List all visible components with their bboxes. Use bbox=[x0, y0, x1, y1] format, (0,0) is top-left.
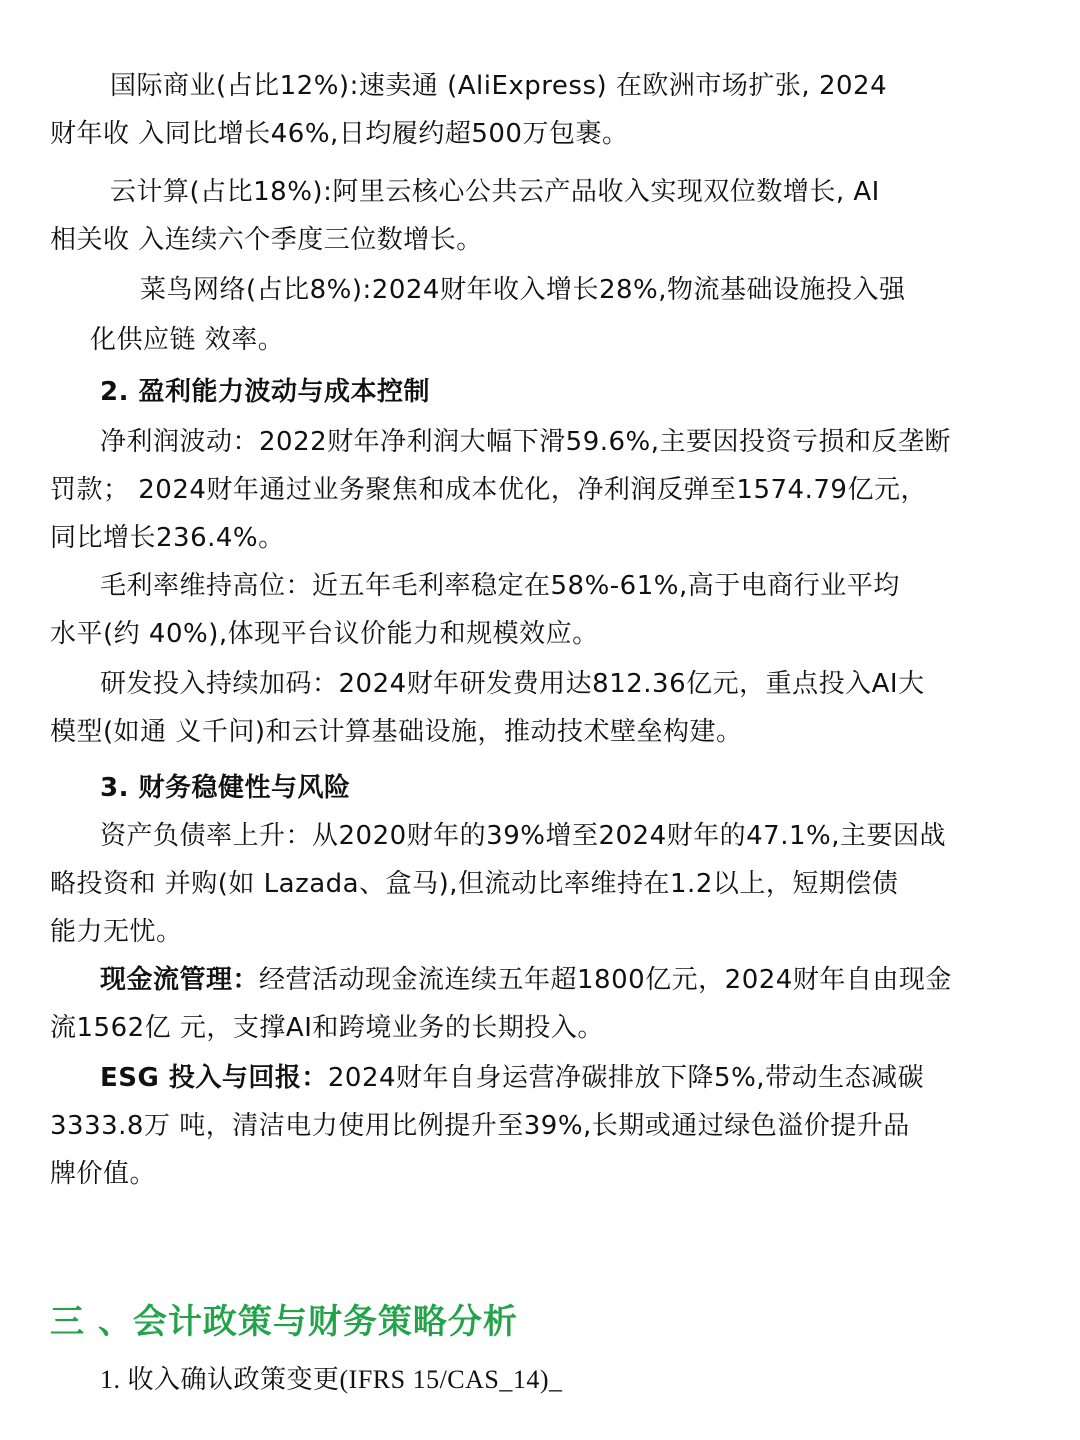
section-3-title: 三 、会计政策与财务策略分析 bbox=[50, 1302, 518, 1342]
esg-line-2: 3333.8万 吨，清洁电力使用比例提升至39%,长期或通过绿色溢价提升品 bbox=[50, 1111, 910, 1141]
gross-margin-line-2: 水平(约 40%),体现平台议价能力和规模效应。 bbox=[50, 619, 599, 649]
leverage-line-3: 能力无忧。 bbox=[50, 917, 183, 947]
esg-line-1 bbox=[100, 1060, 924, 1096]
cashflow-line-1-text: 经营活动现金流连续五年超1800亿元，2024财年自由现金 bbox=[259, 965, 952, 995]
stability-heading: 3. 财务稳健性与风险 bbox=[100, 773, 351, 803]
rnd-line-1: 研发投入持续加码：2024财年研发费用达812.36亿元，重点投入AI大 bbox=[100, 669, 925, 699]
rnd-line-2: 模型(如通 义千问)和云计算基础设施，推动技术壁垒构建。 bbox=[50, 717, 743, 747]
cashflow-line-2: 流1562亿 元，支撑AI和跨境业务的长期投入。 bbox=[50, 1013, 604, 1043]
cainiao-line-2: 化供应链 效率。 bbox=[90, 325, 285, 355]
leverage-line-2: 略投资和 并购(如 Lazada、盒马),但流动比率维持在1.2以上，短期偿债 bbox=[50, 869, 899, 899]
net-profit-line-2: 罚款； 2024财年通过业务聚焦和成本优化，净利润反弹至1574.79亿元， bbox=[50, 475, 927, 505]
esg-line-3: 牌价值。 bbox=[50, 1159, 157, 1189]
cloud-line-1: 云计算(占比18%):阿里云核心公共云产品收入实现双位数增长, AI bbox=[110, 177, 880, 207]
cloud-line-2: 相关收 入连续六个季度三位数增长。 bbox=[50, 225, 483, 255]
intl-commerce-line-1: 国际商业(占比12%):速卖通 (AliExpress) 在欧洲市场扩张, 2024 bbox=[110, 71, 888, 101]
esg-line-1-text: 2024财年自身运营净碳排放下降5%,带动生态减碳 bbox=[327, 1063, 925, 1093]
net-profit-line-3: 同比增长236.4%。 bbox=[50, 523, 285, 553]
esg-label: ESG 投入与回报： bbox=[100, 1063, 328, 1093]
profitability-heading: 2. 盈利能力波动与成本控制 bbox=[100, 377, 431, 407]
net-profit-line-1: 净利润波动：2022财年净利润大幅下滑59.6%,主要因投资亏损和反垄断 bbox=[100, 427, 952, 457]
gross-margin-line-1: 毛利率维持高位：近五年毛利率稳定在58%-61%,高于电商行业平均 bbox=[100, 571, 900, 601]
section-3-item-1: 1. 收入确认政策变更(IFRS 15/CAS_14)_ bbox=[100, 1365, 563, 1394]
cashflow-line-1 bbox=[100, 962, 952, 998]
leverage-line-1: 资产负债率上升：从2020财年的39%增至2024财年的47.1%,主要因战 bbox=[100, 821, 946, 851]
cainiao-line-1: 菜鸟网络(占比8%):2024财年收入增长28%,物流基础设施投入强 bbox=[140, 275, 906, 305]
intl-commerce-line-2: 财年收 入同比增长46%,日均履约超500万包裹。 bbox=[50, 119, 629, 149]
cashflow-label: 现金流管理： bbox=[100, 965, 260, 995]
